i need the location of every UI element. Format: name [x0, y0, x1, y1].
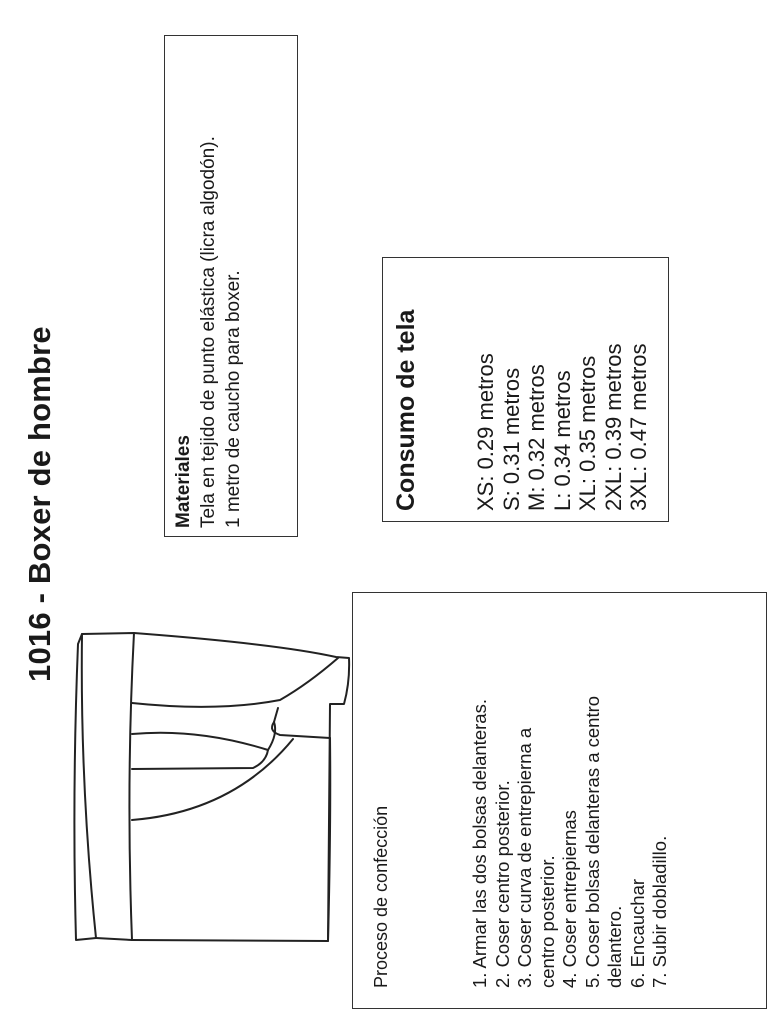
step-line: 5. Coser bolsas delanteras a centro — [581, 695, 603, 988]
size-row-s: S: 0.31 metros — [498, 367, 524, 511]
construction-steps-list — [469, 593, 672, 988]
size-row-2xl: 2XL: 0.39 metros — [600, 343, 626, 511]
fabric-consumption-heading: Consumo de tela — [392, 309, 420, 511]
materials-box — [164, 35, 298, 537]
fabric-consumption-box — [382, 257, 669, 522]
materials-line: 1 metro de caucho para boxer. — [223, 270, 244, 528]
step-line: 3. Coser curva de entrepierna a — [514, 727, 535, 988]
step-line: 4. Coser entrepiernas — [559, 810, 580, 988]
step-line: delantero. — [604, 905, 625, 988]
size-row-m: M: 0.32 metros — [524, 364, 549, 511]
size-row-l: L: 0.34 metros — [549, 370, 575, 511]
size-row-xl: XL: 0.35 metros — [575, 355, 600, 511]
construction-process-box — [352, 592, 767, 1009]
step-line: 2. Coser centro posterior. — [491, 780, 513, 988]
fabric-consumption-list — [473, 258, 652, 511]
materials-line: Tela en tejido de punto elástica (licra algodón). — [198, 136, 219, 528]
size-row-3xl: 3XL: 0.47 metros — [626, 343, 651, 511]
step-line: 1. Armar las dos bolsas delanteras. — [469, 699, 490, 988]
step-line: centro posterior. — [536, 855, 558, 988]
page-title: 1016 - Boxer de hombre — [22, 326, 57, 682]
size-row-xs: XS: 0.29 metros — [473, 353, 498, 511]
construction-process-heading: Proceso de confección — [371, 805, 391, 988]
boxer-briefs-flat-sketch-icon — [48, 604, 368, 944]
step-line: 7. Subir dobladillo. — [649, 835, 670, 988]
materials-heading: Materiales — [173, 435, 194, 528]
step-line: 6. Encauchar — [626, 878, 648, 988]
